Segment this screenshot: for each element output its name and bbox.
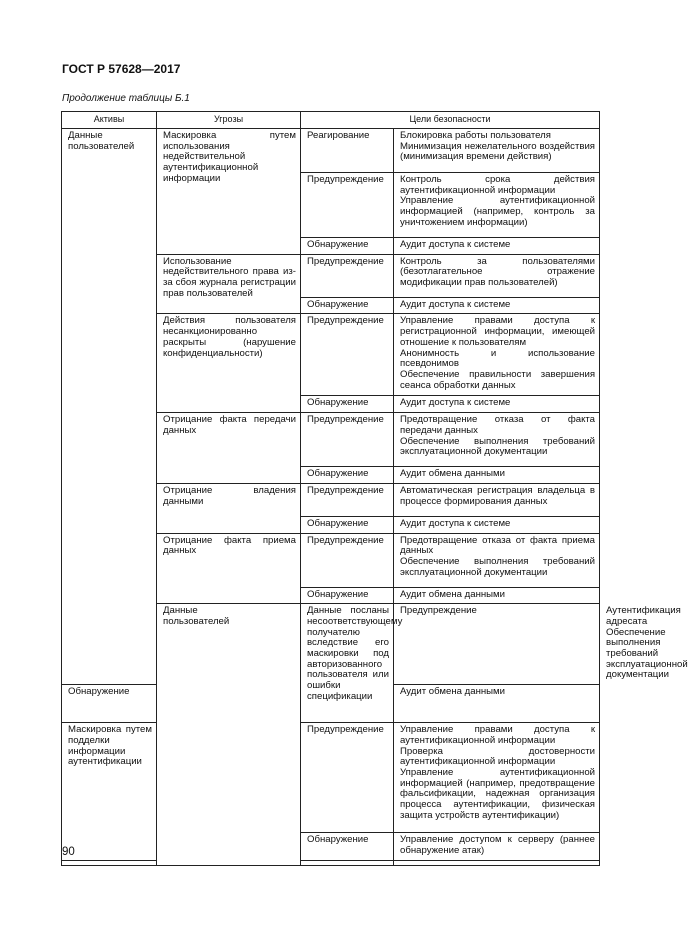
goal-item: Блокировка работы пользователя bbox=[400, 130, 551, 141]
goal-item: Управление аутентификационной информацией (например, предотвращение фальсификации, надежная организация процесса аутентификации, физическая защита устройств аутентификации) bbox=[400, 766, 596, 821]
goal-item: Аудит доступа к системе bbox=[400, 517, 511, 529]
table-row bbox=[62, 129, 600, 173]
table-body bbox=[62, 129, 688, 866]
asset-text: Данные пользователей bbox=[163, 605, 230, 627]
goal-type-cell: Обнаружение bbox=[301, 587, 394, 604]
security-table bbox=[61, 111, 688, 866]
goal-item: Аудит обмена данными bbox=[400, 588, 506, 600]
goal-item: Аудит доступа к системе bbox=[400, 397, 511, 409]
goal-type-cell: Обнаружение bbox=[301, 467, 394, 484]
goal-item: Проверка достоверности аутентификационной информации bbox=[400, 745, 596, 768]
goal-items-cell bbox=[394, 396, 600, 413]
goal-item: Автоматическая регистрация владельца в процессе формирования данных bbox=[400, 484, 596, 507]
goal-item: Аудит доступа к системе bbox=[400, 239, 511, 250]
goal-items-cell bbox=[394, 587, 600, 604]
goal-type-cell: Предупреждение bbox=[301, 314, 394, 396]
document-header: ГОСТ Р 57628—2017 bbox=[62, 62, 181, 76]
table-row: Данные пользователей Данные посланы несоответствующему получателю вследствие его маскировки под авторизованного пользователя или ошибки спецификации Предупреждение Аутентификация адресата Обеспечение выполнения требований эксплуатационной документации bbox=[62, 604, 600, 685]
goal-type-cell: Предупреждение bbox=[301, 723, 394, 833]
goal-items-cell bbox=[394, 413, 600, 467]
goal-item: Предотвращение отказа от факта приема данных bbox=[400, 534, 596, 557]
goal-item: Управление аутентификационной информацией (например, контроль за уничтожением информации) bbox=[400, 195, 596, 228]
goal-type-cell: Обнаружение bbox=[301, 516, 394, 533]
asset-cell bbox=[62, 129, 157, 685]
goal-item: Обеспечение выполнения требований эксплуатационной документации bbox=[400, 435, 596, 458]
end-cell bbox=[301, 860, 394, 865]
header-security-goals: Цели безопасности bbox=[301, 112, 600, 129]
goal-items-cell bbox=[394, 833, 600, 860]
goal-items-cell bbox=[394, 238, 600, 255]
threat-cell: Данные посланы несоответствующему получателю вследствие его маскировки под авторизованного пользователя или ошибки спецификации bbox=[301, 604, 394, 723]
asset-text: Данные пользователей bbox=[68, 130, 135, 152]
threat-cell: Отрицание факта приема данных bbox=[157, 533, 301, 604]
goal-item: Контроль за пользователями (безотлагательное отражение модификации прав пользователей) bbox=[400, 255, 596, 289]
goal-type-cell: Предупреждение bbox=[301, 483, 394, 516]
goal-item: Минимизация нежелательного воздействия (минимизация времени действия) bbox=[400, 140, 596, 163]
goal-type-cell: Предупреждение bbox=[301, 254, 394, 297]
goal-type-cell: Предупреждение bbox=[301, 533, 394, 587]
table-end-row bbox=[62, 860, 600, 865]
goal-item: Управление правами доступа к аутентификационной информации bbox=[400, 724, 596, 746]
goal-item: Управление доступом к серверу (раннее обнаружение атак) bbox=[400, 834, 596, 856]
goal-type-cell: Обнаружение bbox=[301, 396, 394, 413]
goal-items-cell bbox=[394, 254, 600, 297]
threat-cell: Действия пользователя несанкционированно раскрыты (нарушение конфиденциальности) bbox=[157, 314, 301, 413]
end-cell bbox=[394, 860, 600, 865]
goal-item: Предотвращение отказа от факта передачи данных bbox=[400, 414, 596, 436]
goal-item: Аудит обмена данными bbox=[400, 686, 506, 698]
goal-items-cell bbox=[394, 173, 600, 238]
goal-items-cell bbox=[394, 516, 600, 533]
goal-items-cell bbox=[394, 483, 600, 516]
goal-items-cell bbox=[394, 314, 600, 396]
table-header-row bbox=[62, 112, 600, 129]
goal-type-cell: Предупреждение bbox=[301, 173, 394, 238]
header-assets: Активы bbox=[62, 112, 157, 129]
table-row bbox=[62, 723, 600, 833]
goal-type-cell: Предупреждение bbox=[301, 413, 394, 467]
goal-items-cell bbox=[394, 533, 600, 587]
threat-cell: Отрицание владения данными bbox=[157, 483, 301, 533]
page-number: 90 bbox=[62, 846, 75, 858]
goal-item: Анонимность и использование псевдонимов bbox=[400, 347, 596, 370]
goal-item: Аудит обмена данными bbox=[400, 468, 506, 480]
threat-cell: Маскировка путем подделки информации аутентификации bbox=[62, 723, 157, 860]
goal-item: Контроль срока действия аутентификационной информации bbox=[400, 174, 596, 196]
goal-type-cell: Предупреждение bbox=[394, 604, 600, 685]
end-cell bbox=[62, 860, 157, 865]
threat-cell: Отрицание факта передачи данных bbox=[157, 413, 301, 484]
header-threats: Угрозы bbox=[157, 112, 301, 129]
table-caption: Продолжение таблицы Б.1 bbox=[62, 93, 190, 104]
goal-items-cell bbox=[394, 297, 600, 314]
goal-type-cell: Обнаружение bbox=[62, 685, 157, 723]
goal-item: Аудит доступа к системе bbox=[400, 298, 511, 310]
goal-type-cell: Обнаружение bbox=[301, 833, 394, 860]
threat-cell: Использование недействительного права из-за сбоя журнала регистрации прав пользователей bbox=[157, 254, 301, 314]
goal-item: Обеспечение выполнения требований эксплуатационной документации bbox=[400, 555, 596, 578]
asset-cell bbox=[157, 604, 301, 865]
goal-items-cell bbox=[394, 685, 600, 723]
goal-type-cell: Реагирование bbox=[301, 129, 394, 173]
goal-items-cell bbox=[394, 129, 600, 173]
goal-type-cell: Обнаружение bbox=[301, 297, 394, 314]
goal-items-cell bbox=[394, 723, 600, 833]
goal-type-cell: Обнаружение bbox=[301, 238, 394, 255]
goal-item: Обеспечение правильности завершения сеанса обработки данных bbox=[400, 368, 596, 391]
threat-cell: Маскировка путем использования недействительной аутентификационной информации bbox=[157, 129, 301, 255]
goal-item: Управление правами доступа к регистрационной информации, имеющей отношение к пользователям bbox=[400, 315, 596, 348]
goal-items-cell bbox=[394, 467, 600, 484]
